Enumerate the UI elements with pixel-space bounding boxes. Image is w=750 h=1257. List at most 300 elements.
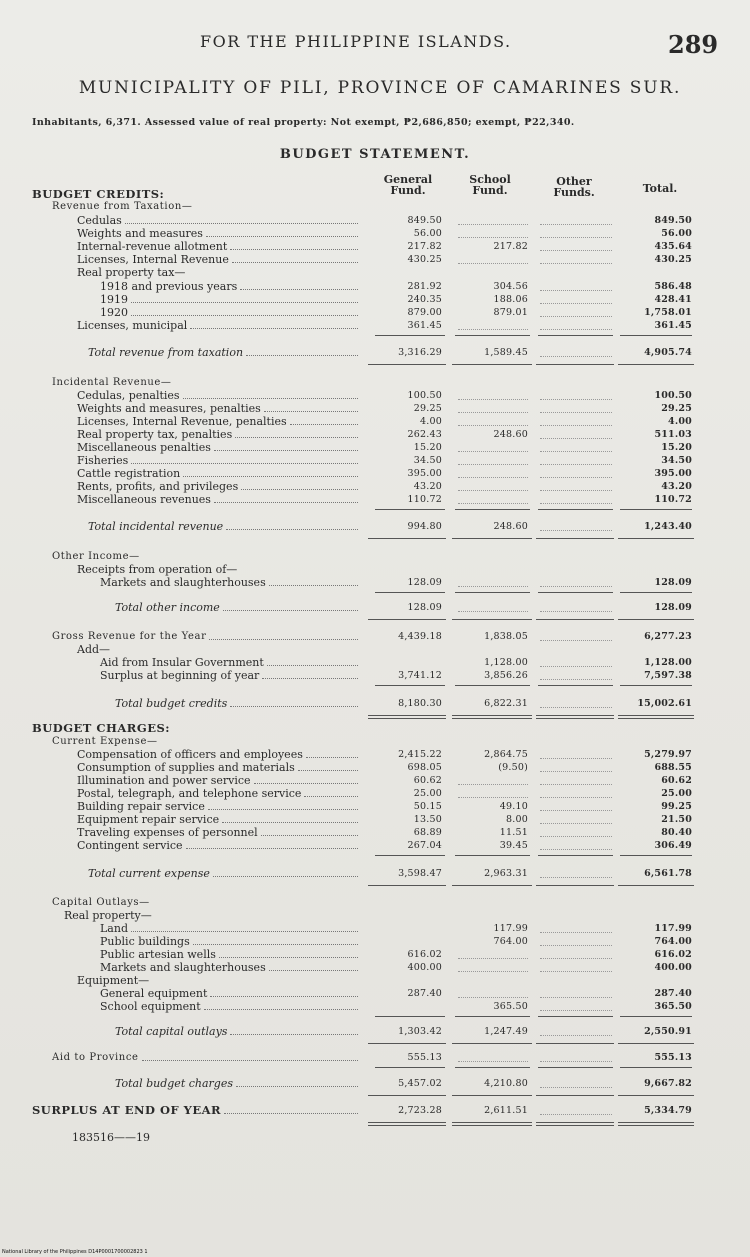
row-label: Surplus at beginning of year <box>100 669 260 682</box>
row-label: Contingent service <box>77 839 183 852</box>
empty-cell <box>540 451 612 452</box>
general-fund-value: 994.80 <box>407 521 442 532</box>
leader-dots <box>254 783 358 784</box>
leader-dots <box>235 437 358 438</box>
subtotal-rule <box>620 855 692 856</box>
subtotal-rule <box>375 685 445 686</box>
general-fund-value: 60.62 <box>413 775 442 786</box>
general-fund-value: 128.09 <box>407 577 442 588</box>
general-fund-value: 8,180.30 <box>398 698 442 709</box>
empty-cell <box>458 237 528 238</box>
school-fund-value: 879.01 <box>493 307 528 318</box>
row-label: Other Income— <box>52 551 140 562</box>
subtotal-rule <box>538 335 613 336</box>
row-label: Aid from Insular Government <box>100 656 264 669</box>
general-fund-value: 698.05 <box>407 762 442 773</box>
empty-cell <box>540 438 612 439</box>
total-value: 6,277.23 <box>644 631 692 642</box>
row-label: Capital Outlays— <box>52 897 150 908</box>
row-label: Illumination and power service <box>77 774 251 787</box>
total-rule <box>368 538 446 539</box>
empty-cell <box>458 586 528 587</box>
empty-cell <box>540 412 612 413</box>
subsection-heading <box>0 1051 750 1064</box>
school-fund-value: 1,589.45 <box>484 347 528 358</box>
empty-cell <box>540 971 612 972</box>
total-value: 7,597.38 <box>644 670 692 681</box>
school-fund-value: 217.82 <box>493 241 528 252</box>
leader-dots <box>232 262 358 263</box>
row-label: 1920 <box>100 306 128 319</box>
leader-dots <box>240 289 358 290</box>
subtotal-rule <box>455 335 530 336</box>
row-label: Equipment repair service <box>77 813 220 826</box>
row-label: Cedulas <box>77 214 122 227</box>
empty-cell <box>540 679 612 680</box>
subsection-heading <box>0 630 750 643</box>
total-value: 586.48 <box>654 281 692 292</box>
total-value: 9,667.82 <box>644 1078 692 1089</box>
total-value: 110.72 <box>654 494 692 505</box>
general-fund-value: 110.72 <box>407 494 442 505</box>
row-label: Gross Revenue for the Year <box>52 631 207 642</box>
school-fund-value: 1,838.05 <box>484 631 528 642</box>
section-heading <box>0 1104 750 1117</box>
line-item <box>0 454 750 467</box>
leader-dots <box>269 970 358 971</box>
row-label: Real property tax, penalties <box>77 428 233 441</box>
row-label: Land <box>100 922 128 935</box>
total-row <box>0 520 750 533</box>
row-label: Licenses, Internal Revenue <box>77 253 229 266</box>
empty-cell <box>458 958 528 959</box>
row-label: Total current expense <box>88 867 210 880</box>
total-value: 15.20 <box>661 442 692 453</box>
total-rule <box>452 715 532 719</box>
total-value: 6,561.78 <box>644 868 692 879</box>
empty-cell <box>458 224 528 225</box>
subtotal-rule <box>455 685 530 686</box>
total-value: 616.02 <box>654 949 692 960</box>
total-value: 430.25 <box>654 254 692 265</box>
general-fund-value: 2,723.28 <box>398 1105 442 1116</box>
leader-dots <box>183 476 358 477</box>
general-fund-value: 56.00 <box>413 228 442 239</box>
total-value: 395.00 <box>654 468 692 479</box>
empty-cell <box>540 877 612 878</box>
empty-cell <box>458 797 528 798</box>
total-rule <box>452 885 532 886</box>
general-fund-value: 395.00 <box>407 468 442 479</box>
subtotal-rule <box>455 1067 530 1068</box>
total-rule <box>368 1122 446 1126</box>
subtotal-rule <box>620 1016 692 1017</box>
line-item <box>0 253 750 266</box>
subtotal-rule <box>455 509 530 510</box>
leader-dots <box>131 315 358 316</box>
total-row <box>0 697 750 710</box>
school-fund-value: 304.56 <box>493 281 528 292</box>
empty-cell <box>540 997 612 998</box>
school-fund-value: 11.51 <box>499 827 528 838</box>
total-rule <box>618 1122 694 1126</box>
total-value: 555.13 <box>654 1052 692 1063</box>
empty-cell <box>458 263 528 264</box>
total-rule <box>536 715 614 719</box>
row-label: Markets and slaughterhouses <box>100 576 266 589</box>
row-label: Total budget credits <box>115 697 228 710</box>
row-label: General equipment <box>100 987 208 1000</box>
empty-cell <box>458 490 528 491</box>
leader-dots <box>206 236 358 237</box>
row-label: Current Expense— <box>52 736 158 747</box>
empty-cell <box>540 530 612 531</box>
general-fund-value: 29.25 <box>413 403 442 414</box>
total-value: 365.50 <box>654 1001 692 1012</box>
empty-cell <box>540 784 612 785</box>
row-label: Receipts from operation of— <box>77 563 238 576</box>
school-fund-value: 3,856.26 <box>484 670 528 681</box>
total-value: 849.50 <box>654 215 692 226</box>
total-rule <box>536 538 614 539</box>
leader-dots <box>230 706 358 707</box>
general-fund-value: 287.40 <box>407 988 442 999</box>
row-label: BUDGET CHARGES: <box>32 721 171 735</box>
line-item <box>0 563 750 576</box>
total-value: 21.50 <box>661 814 692 825</box>
general-fund-value: 3,741.12 <box>398 670 442 681</box>
empty-cell <box>540 303 612 304</box>
total-rule <box>536 364 614 365</box>
school-fund-value: 39.45 <box>499 840 528 851</box>
line-item <box>0 800 750 813</box>
school-fund-value: 764.00 <box>493 936 528 947</box>
general-fund-value: 281.92 <box>407 281 442 292</box>
column-header-school-fund: School Fund. <box>469 173 511 197</box>
total-value: 688.55 <box>654 762 692 773</box>
general-fund-value: 3,598.47 <box>398 868 442 879</box>
line-item <box>0 1000 750 1013</box>
general-fund-value: 5,457.02 <box>398 1078 442 1089</box>
leader-dots <box>209 639 358 640</box>
general-fund-value: 15.20 <box>413 442 442 453</box>
empty-cell <box>458 451 528 452</box>
school-fund-value: 1,247.49 <box>484 1026 528 1037</box>
school-fund-value: 6,822.31 <box>484 698 528 709</box>
subtotal-rule <box>538 509 613 510</box>
leader-dots <box>222 822 358 823</box>
leader-dots <box>210 996 358 997</box>
subtotal-rule <box>620 685 692 686</box>
total-rule <box>452 538 532 539</box>
line-item <box>0 266 750 279</box>
leader-dots <box>304 796 358 797</box>
column-header-general-fund: General Fund. <box>383 173 433 197</box>
row-label: Total incidental revenue <box>88 520 224 533</box>
total-value: 1,758.01 <box>644 307 692 318</box>
leader-dots <box>261 835 358 836</box>
total-value: 1,243.40 <box>644 521 692 532</box>
school-fund-value: 49.10 <box>499 801 528 812</box>
school-fund-value: (9.50) <box>498 762 528 773</box>
total-value: 99.25 <box>661 801 692 812</box>
line-item <box>0 415 750 428</box>
empty-cell <box>458 784 528 785</box>
general-fund-value: 555.13 <box>407 1052 442 1063</box>
total-rule <box>452 619 532 620</box>
total-rule <box>536 1095 614 1096</box>
section-heading <box>0 722 750 735</box>
empty-cell <box>540 464 612 465</box>
leader-dots <box>236 1086 358 1087</box>
column-header-total: Total. <box>642 182 678 195</box>
leader-dots <box>190 328 358 329</box>
subtotal-rule <box>620 1067 692 1068</box>
general-fund-value: 849.50 <box>407 215 442 226</box>
empty-cell <box>540 849 612 850</box>
leader-dots <box>214 502 358 503</box>
empty-cell <box>458 611 528 612</box>
leader-dots <box>241 489 358 490</box>
empty-cell <box>540 1010 612 1011</box>
total-rule <box>368 1095 446 1096</box>
row-label: Licenses, municipal <box>77 319 188 332</box>
empty-cell <box>540 329 612 330</box>
total-row <box>0 1025 750 1038</box>
empty-cell <box>540 810 612 811</box>
total-value: 117.99 <box>654 923 692 934</box>
row-label: Total other income <box>115 601 220 614</box>
school-fund-value: 248.60 <box>493 521 528 532</box>
leader-dots <box>262 678 358 679</box>
line-item <box>0 761 750 774</box>
line-item <box>0 214 750 227</box>
general-fund-value: 361.45 <box>407 320 442 331</box>
total-rule <box>368 715 446 719</box>
school-fund-value: 2,963.31 <box>484 868 528 879</box>
general-fund-value: 25.00 <box>413 788 442 799</box>
row-label: Total capital outlays <box>115 1025 228 1038</box>
total-rule <box>536 1122 614 1126</box>
row-label: BUDGET CREDITS: <box>32 187 165 201</box>
subsection-heading <box>0 376 750 389</box>
leader-dots <box>186 848 358 849</box>
empty-cell <box>458 425 528 426</box>
row-label: Revenue from Taxation— <box>52 201 193 212</box>
total-value: 5,334.79 <box>644 1105 692 1116</box>
line-item <box>0 987 750 1000</box>
total-value: 2,550.91 <box>644 1026 692 1037</box>
row-label: Rents, profits, and privileges <box>77 480 239 493</box>
leader-dots <box>246 355 358 356</box>
inhabitants-line: Inhabitants, 6,371. Assessed value of real property: Not exempt, ₱2,686,850; exempt, ₱22,340. <box>32 117 575 128</box>
leader-dots <box>267 665 358 666</box>
total-rule <box>618 715 694 719</box>
empty-cell <box>540 425 612 426</box>
empty-cell <box>540 586 612 587</box>
page-number: 289 <box>668 30 719 59</box>
empty-cell <box>540 640 612 641</box>
general-fund-value: 43.20 <box>413 481 442 492</box>
total-value: 4,905.74 <box>644 347 692 358</box>
total-value: 1,128.00 <box>644 657 692 668</box>
line-item <box>0 961 750 974</box>
empty-cell <box>540 316 612 317</box>
empty-cell <box>540 1035 612 1036</box>
row-label: Real property— <box>64 909 152 922</box>
leader-dots <box>269 585 358 586</box>
school-fund-value: 4,210.80 <box>484 1078 528 1089</box>
row-label: Postal, telegraph, and telephone service <box>77 787 302 800</box>
total-rule <box>618 619 694 620</box>
empty-cell <box>458 1061 528 1062</box>
general-fund-value: 2,415.22 <box>398 749 442 760</box>
leader-dots <box>223 610 358 611</box>
empty-cell <box>540 771 612 772</box>
row-label: Aid to Province <box>52 1052 139 1063</box>
subsection-heading <box>0 896 750 909</box>
total-value: 56.00 <box>661 228 692 239</box>
archive-footer: National Library of the Philippines D14P0001700002823 1 <box>2 1249 148 1255</box>
leader-dots <box>131 463 358 464</box>
total-rule <box>368 364 446 365</box>
general-fund-value: 13.50 <box>413 814 442 825</box>
row-label: Total revenue from taxation <box>88 346 244 359</box>
line-item <box>0 826 750 839</box>
subtotal-rule <box>375 1016 445 1017</box>
print-code: 183516——19 <box>72 1131 150 1144</box>
leader-dots <box>142 1060 358 1061</box>
empty-cell <box>540 224 612 225</box>
line-item <box>0 576 750 589</box>
general-fund-value: 1,303.42 <box>398 1026 442 1037</box>
empty-cell <box>540 945 612 946</box>
leader-dots <box>224 1113 358 1114</box>
total-value: 428.41 <box>654 294 692 305</box>
empty-cell <box>540 250 612 251</box>
general-fund-value: 240.35 <box>407 294 442 305</box>
line-item <box>0 402 750 415</box>
total-rule <box>618 364 694 365</box>
total-value: 361.45 <box>654 320 692 331</box>
empty-cell <box>540 503 612 504</box>
leader-dots <box>298 770 358 771</box>
general-fund-value: 68.89 <box>413 827 442 838</box>
general-fund-value: 400.00 <box>407 962 442 973</box>
line-item <box>0 227 750 240</box>
line-item <box>0 656 750 669</box>
row-label: Cattle registration <box>77 467 181 480</box>
line-item <box>0 839 750 852</box>
total-rule <box>368 619 446 620</box>
line-item <box>0 787 750 800</box>
total-row <box>0 1077 750 1090</box>
row-label: Internal-revenue allotment <box>77 240 228 253</box>
empty-cell <box>540 836 612 837</box>
statement-title: BUDGET STATEMENT. <box>279 147 471 162</box>
school-fund-value: 188.06 <box>493 294 528 305</box>
line-item <box>0 935 750 948</box>
subsection-heading <box>0 735 750 748</box>
subtotal-rule <box>375 855 445 856</box>
empty-cell <box>540 399 612 400</box>
leader-dots <box>131 931 358 932</box>
empty-cell <box>540 1087 612 1088</box>
general-fund-value: 217.82 <box>407 241 442 252</box>
empty-cell <box>540 707 612 708</box>
total-row <box>0 867 750 880</box>
empty-cell <box>540 666 612 667</box>
line-item <box>0 480 750 493</box>
school-fund-value: 365.50 <box>493 1001 528 1012</box>
general-fund-value: 616.02 <box>407 949 442 960</box>
row-label: Add— <box>77 643 111 656</box>
total-value: 306.49 <box>654 840 692 851</box>
row-label: Miscellaneous penalties <box>77 441 211 454</box>
empty-cell <box>540 797 612 798</box>
line-item <box>0 240 750 253</box>
empty-cell <box>540 290 612 291</box>
subtotal-rule <box>375 592 445 593</box>
total-rule <box>618 885 694 886</box>
total-rule <box>368 1043 446 1044</box>
subtotal-rule <box>538 855 613 856</box>
school-fund-value: 117.99 <box>493 923 528 934</box>
row-label: Building repair service <box>77 800 205 813</box>
subtotal-rule <box>538 1016 613 1017</box>
row-label: School equipment <box>100 1000 201 1013</box>
row-label: Weights and measures <box>77 227 203 240</box>
line-item <box>0 467 750 480</box>
empty-cell <box>540 958 612 959</box>
leader-dots <box>230 249 358 250</box>
general-fund-value: 267.04 <box>407 840 442 851</box>
empty-cell <box>540 611 612 612</box>
leader-dots <box>193 944 358 945</box>
total-rule <box>452 364 532 365</box>
total-value: 25.00 <box>661 788 692 799</box>
general-fund-value: 100.50 <box>407 390 442 401</box>
total-rule <box>618 1043 694 1044</box>
subtotal-rule <box>375 335 445 336</box>
line-item <box>0 280 750 293</box>
total-value: 400.00 <box>654 962 692 973</box>
line-item <box>0 813 750 826</box>
leader-dots <box>125 223 358 224</box>
subtotal-rule <box>375 1067 445 1068</box>
row-label: Markets and slaughterhouses <box>100 961 266 974</box>
row-label: 1919 <box>100 293 128 306</box>
leader-dots <box>183 398 358 399</box>
general-fund-value: 3,316.29 <box>398 347 442 358</box>
total-rule <box>536 885 614 886</box>
row-label: 1918 and previous years <box>100 280 238 293</box>
leader-dots <box>226 529 358 530</box>
line-item <box>0 293 750 306</box>
row-label: Equipment— <box>77 974 150 987</box>
row-label: Licenses, Internal Revenue, penalties <box>77 415 287 428</box>
total-value: 5,279.97 <box>644 749 692 760</box>
empty-cell <box>540 758 612 759</box>
general-fund-value: 4.00 <box>420 416 442 427</box>
school-fund-value: 248.60 <box>493 429 528 440</box>
row-label: Fisheries <box>77 454 129 467</box>
leader-dots <box>230 1034 358 1035</box>
row-label: Traveling expenses of personnel <box>77 826 258 839</box>
general-fund-value: 128.09 <box>407 602 442 613</box>
total-rule <box>536 619 614 620</box>
leader-dots <box>204 1009 358 1010</box>
